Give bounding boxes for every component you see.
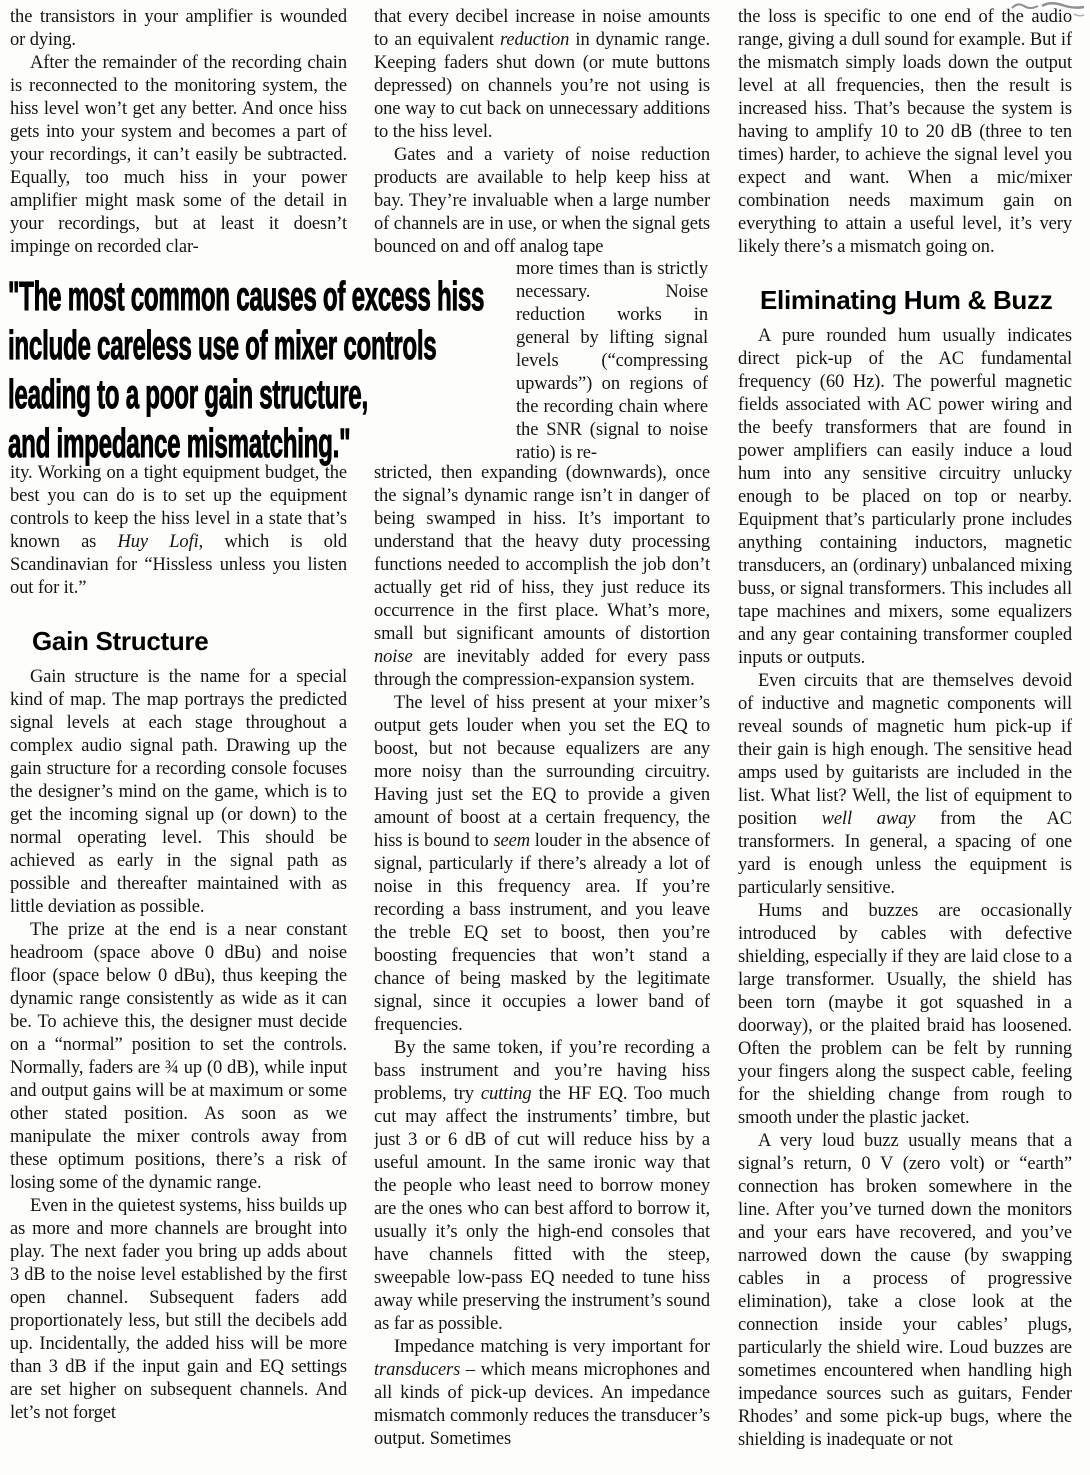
paragraph-text: the HF EQ. Too much cut may affect the instruments’ timbre, but just 3 or 6 dB of cut will reduce hiss by a useful amount. In the same ironic way that the people who least need to borrow money are the ones who can best afford to borrow it, usually it’s only the high-end consoles that have channels fitted with the steep, sweepable low-pass EQ needed to tune hiss away while preserving the instrument’s sound as far as possible. [374, 1084, 710, 1334]
paragraph-text: the loss is specific to one end of the audio range, giving a dull sound for example. But if the mismatch simply loads down the output level at all frequencies, then the result is increased hiss. That’s because the system is having to amplify 10 to 20 dB (three to ten times) harder, to achieve the signal level you expect and want. When a mic/mixer combination needs maximum gain on everything to attain a useful level, it’s very likely there’s a mismatch going on. [738, 7, 1072, 257]
paragraph [10, 919, 347, 1195]
paragraph-text: are inevitably added for every pass through the compression-expansion system. [374, 647, 710, 690]
italic-term-huy-lofi: Huy Lofi [117, 532, 199, 552]
paragraph-text: that every decibel increase in noise amounts to an equivalent [374, 7, 710, 50]
paragraph-text: A pure rounded hum usually indicates direct pick-up of the AC fundamental frequency (60 Hz). The powerful magnetic fields associated with AC power wiring and the beefy transformers that are found in power amplifiers can easily induce a loud hum into any sensitive circuitry unlucky enough to be placed on top or nearby. Equipment that’s particularly prone includes anything containing inductors, magnetic transducers, an (ordinary) unbalanced mixing buss, or signal transformers. This includes all tape machines and mixers, some equalizers and any gear containing transformer coupled inputs or outputs. [738, 326, 1072, 668]
italic-term-transducers: transducers [374, 1360, 461, 1380]
pull-quote-line: "The most common causes of excess hiss [8, 273, 485, 319]
paragraph-text: in dynamic range. Keeping faders shut down (or mute buttons depressed) on channels you’re not using is one way to cut back on unnecessary additions to the hiss level. [374, 30, 710, 142]
paragraph [516, 258, 708, 464]
italic-term-reduction: reduction [499, 30, 570, 50]
column-1-top [10, 6, 347, 258]
column-2-bottom [374, 462, 710, 1475]
paragraph [738, 6, 1072, 259]
paragraph-text: the transistors in your amplifier is wounded or dying. [10, 7, 347, 50]
paragraph-text: The prize at the end is a near constant headroom (space above 0 dBu) and noise floor (space below 0 dBu), thus keeping the dynamic range consistently as wide as it can be. To achieve this, the designer must decide on a “normal” position to set the controls. Normally, faders are ¾ up (0 dB), while input and output gains will be at maximum or some other stated position. As soon as we manipulate the mixer controls away from these optimum positions, there’s a risk of losing some of the dynamic range. [10, 920, 347, 1193]
paragraph [374, 462, 710, 692]
paragraph-text: Gain structure is the name for a special kind of map. The map portrays the predicted signal levels at each stage throughout a complex audio signal path. Drawing up the gain structure for a recording console focuses the designer’s mind on the game, which is to get the incoming signal up (or down) to the normal operating level. This should be achieved as early in the signal path as possible and thereafter maintained with as little deviation as possible. [10, 667, 347, 917]
paragraph-text: Impedance matching is very important for [394, 1337, 710, 1357]
paragraph [10, 6, 347, 52]
paragraph [10, 1195, 347, 1425]
paragraph [738, 670, 1072, 900]
italic-term-cutting: cutting [480, 1084, 532, 1104]
pull-quote-line: leading to a poor gain structure, [8, 371, 368, 417]
paragraph [738, 1130, 1072, 1452]
paragraph [374, 692, 710, 1037]
paragraph [374, 1336, 710, 1451]
paragraph-text: – which means microphones and all kinds of pick-up devices. An impedance mismatch commonly reduces the transducer’s output. Sometimes [374, 1360, 710, 1449]
section-heading-eliminating-hum-buzz: Eliminating Hum & Buzz [760, 285, 1053, 315]
paragraph-text: louder in the absence of signal, particularly if there’s already a lot of noise in this frequency area. If you’re recording a bass instrument, and you leave the treble EQ set to boost, then you’re boosting frequencies that won’t stand a chance of being masked by the legitimate signal, since it occupies a lower band of frequencies. [374, 831, 710, 1035]
italic-term-seem: seem [493, 831, 531, 851]
pull-quote [8, 272, 508, 468]
paragraph [10, 462, 347, 600]
column-3 [738, 6, 1072, 1475]
column-2-top [374, 6, 710, 256]
paragraph-text: more times than is strictly necessary. Noise reduction works in general by lifting signal levels (“compressing upwards”) on regions of the recording chain where the SNR (signal to noise ratio) is re- [516, 259, 708, 463]
pull-quote-line: and impedance mismatching." [8, 420, 351, 466]
paragraph-text: After the remainder of the recording chain is reconnected to the monitoring system, the hiss level won’t get any better. And once hiss gets into your system and becomes a part of your recordings, it can’t easily be subtracted. Equally, too much hiss in your power amplifier might mask some of the detail in your recordings, but at least it doesn’t impinge on recorded clar- [10, 53, 347, 257]
paragraph-text: Even circuits that are themselves devoid of inductive and magnetic components will reveal sounds of magnetic hum pick-up if their gain is high enough. The sensitive head amps used by guitarists are included in the list. What list? Well, the list of equipment to position [738, 671, 1072, 829]
paragraph-text: Gates and a variety of noise reduction products are available to help keep hiss at bay. They’re invaluable when a large number of channels are in use, or when the signal gets bounced on and off analog tape [374, 145, 710, 256]
paragraph-text: The level of hiss present at your mixer’s output gets louder when you set the EQ to boost, but not because equalizers are any more noisy than the surrounding circuitry. Having just set the EQ to provide a given amount of boost at a certain frequency, the hiss is bound to [374, 693, 710, 851]
column-1-bottom [10, 462, 347, 1475]
section-heading-gain-structure: Gain Structure [32, 626, 209, 656]
paragraph [10, 666, 347, 919]
paragraph-text: By the same token, if you’re recording a bass instrument and you’re having hiss problems, try [374, 1038, 710, 1104]
paragraph-text: , which is old Scandinavian for “Hissless unless you listen out for it.” [10, 532, 347, 598]
italic-term-noise: noise [374, 647, 413, 667]
pull-quote-line: include careless use of mixer controls [8, 322, 437, 368]
paragraph [738, 325, 1072, 670]
pull-quote-text [8, 272, 509, 468]
paragraph [374, 144, 710, 256]
italic-term-well-away: well away [821, 809, 916, 829]
column-2-narrow [516, 258, 708, 464]
paragraph [374, 6, 710, 144]
paragraph-text: stricted, then expanding (downwards), once the signal’s dynamic range isn’t in danger of being swamped in hiss. It’s important to understand that the heavy duty processing functions needed to accomplish the job don’t actually get rid of hiss, they just reduce its occurrence in the first place. What’s more, small but significant amounts of distortion [374, 463, 710, 644]
paragraph-text: A very loud buzz usually means that a signal’s return, 0 V (zero volt) or “earth” connection has broken somewhere in the line. After you’ve turned down the monitors and your ears have recovered, and you’ve narrowed down the cause (by swapping cables in a process of progressive elimination), take a close look at the connection inside your cables’ plugs, particularly the shield wire. Loud buzzes are sometimes encountered when handling high impedance sources such as guitars, Fender Rhodes’ and some pick-up bugs, where the shielding is inadequate or not [738, 1131, 1072, 1450]
paragraph-text: from the AC transformers. In general, a spacing of one yard is enough unless the equipment is particularly sensitive. [738, 809, 1072, 898]
paragraph [374, 1037, 710, 1336]
paragraph-text: Even in the quietest systems, hiss builds up as more and more channels are brought into play. The next fader you bring up adds about 3 dB to the noise level established by the first open channel. Subsequent faders add proportionately less, but still the decibels add up. Incidentally, the added hiss will be more than 3 dB if the input gain and EQ settings are set higher on subsequent channels. And let’s not forget [10, 1196, 347, 1423]
paragraph-text: ity. Working on a tight equipment budget, the best you can do is to set up the equipment controls to keep the hiss level in a state that’s known as [10, 463, 347, 552]
paragraph-text: Hums and buzzes are occasionally introduced by cables with defective shielding, especially if they are laid close to a large transformer. Usually, the shield has been torn (maybe it got squashed in a doorway), or the plaited braid has loosened. Often the problem can be felt by running your fingers along the suspect cable, feeling for the shielding change from rough to smooth under the plastic jacket. [738, 901, 1072, 1128]
paragraph [738, 900, 1072, 1130]
paragraph [10, 52, 347, 258]
